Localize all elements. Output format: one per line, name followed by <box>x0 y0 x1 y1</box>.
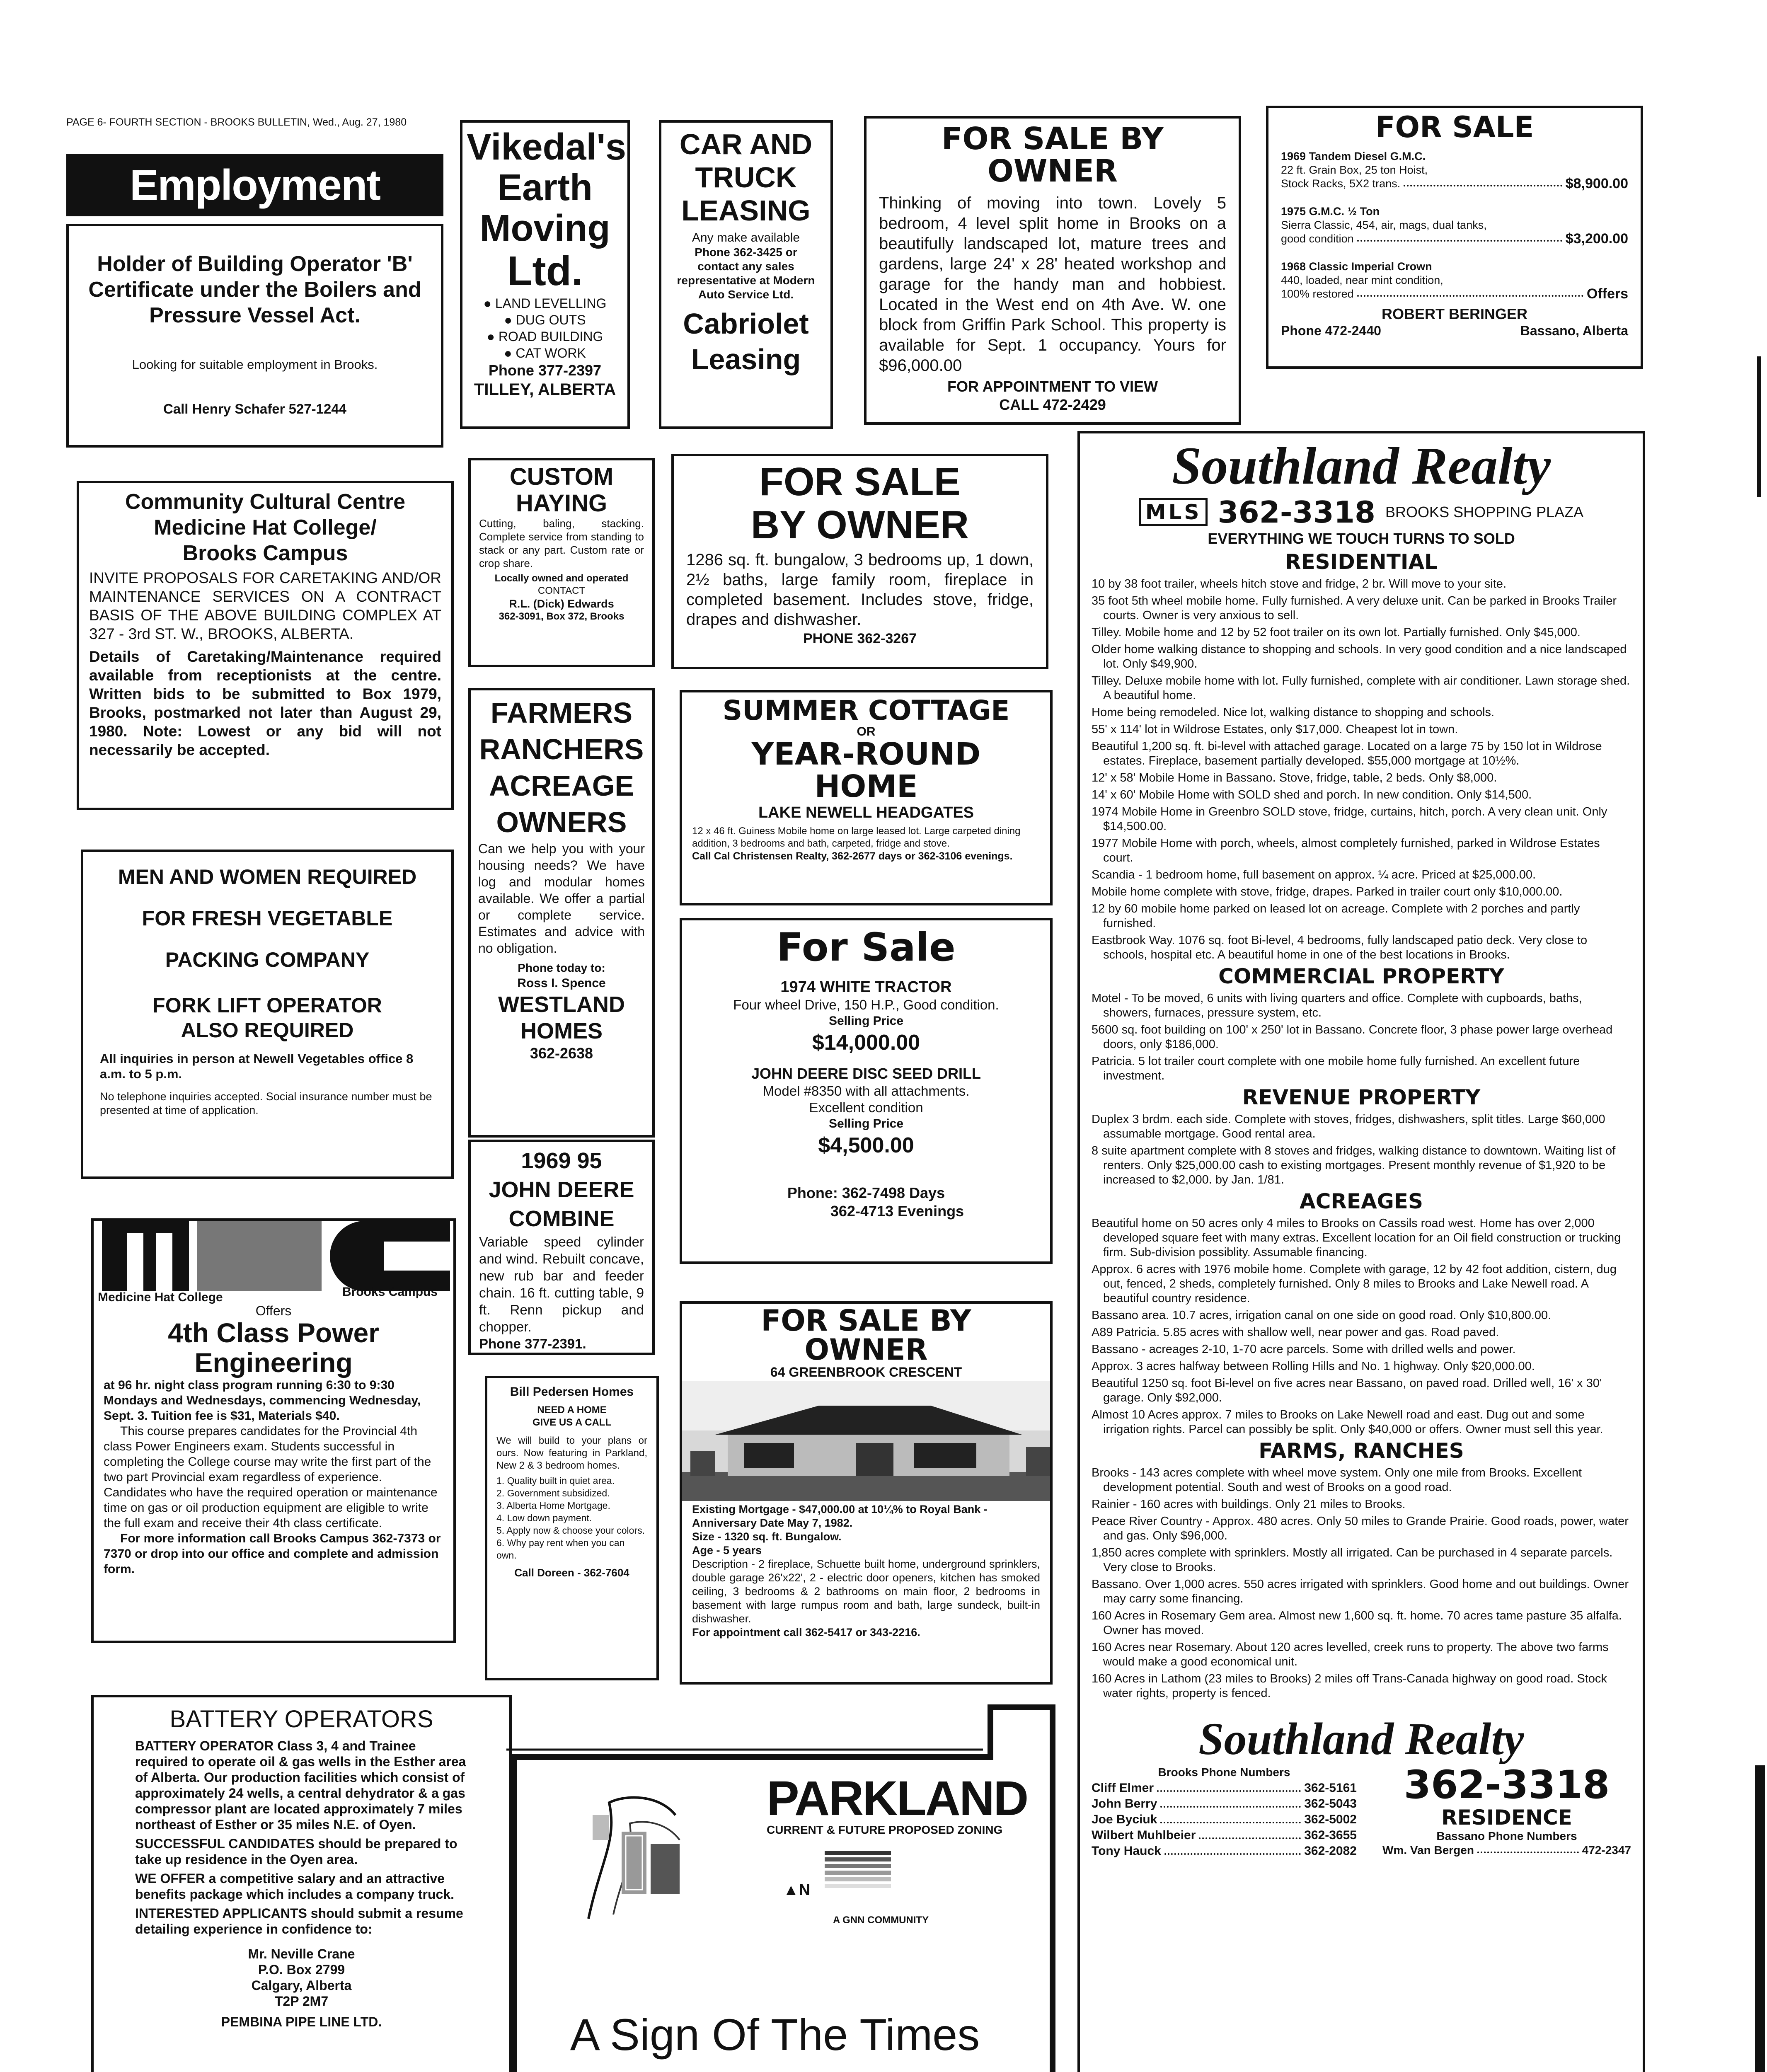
listing-section-heading: FARMS, RANCHES <box>1259 1439 1464 1463</box>
tractor-item-2: JOHN DEERE DISC SEED DRILL <box>751 1065 981 1082</box>
vikedal-title-4: Ltd. <box>507 248 583 294</box>
battery-title: BATTERY OPERATORS <box>169 1706 433 1733</box>
packing-line-4: FORK LIFT OPERATOR <box>152 994 382 1017</box>
brooks-phone-label: Brooks Phone Numbers <box>1158 1766 1290 1779</box>
bungalow-title-1: FOR SALE <box>759 460 961 504</box>
bungalow-sale-ad <box>671 454 1048 669</box>
listing-item: 35 foot 5th wheel mobile home. Fully furnished. A very deluxe unit. Can be parked in Brooks Trailer courts. Owner is very anxious to sell. <box>1092 594 1617 622</box>
vehicle-price: $8,900.00 <box>1565 176 1628 191</box>
employment-ad <box>66 224 443 448</box>
agent-row <box>1092 1780 1357 1796</box>
battery-addr-3: Calgary, Alberta <box>251 1978 352 1993</box>
packing-line-3: PACKING COMPANY <box>165 948 370 971</box>
packing-line-2: FOR FRESH VEGETABLE <box>142 907 393 930</box>
listing-item: Approx. 3 acres halfway between Rolling Hills and No. 1 highway. Only $20,000.00. <box>1092 1360 1535 1373</box>
listing-item: Beautiful 1,200 sq. ft. bi-level with attached garage. Located on a large 75 by 150 lot in Wildrose estates. Fireplace, basement partially developed. $55,000 mortgage at 10½%. <box>1092 740 1602 767</box>
parkland-subtitle: CURRENT & FUTURE PROPOSED ZONING <box>767 1823 1003 1836</box>
listing-item: Peace River Country - Approx. 480 acres. Only 50 miles to Grande Prairie. Good roads, power, water and gas. Only $96,000. <box>1092 1515 1629 1542</box>
vehicle-desc: Stock Racks, 5X2 trans. <box>1281 177 1401 190</box>
westland-homes-ad <box>468 688 655 1138</box>
agent-row <box>1092 1796 1357 1812</box>
list-item: 6. Why pay rent when you can own. <box>496 1537 625 1561</box>
cottage-title-3: HOME <box>814 769 918 804</box>
parkland-headline: A Sign Of The Times <box>570 2009 980 2060</box>
employment-banner: Employment <box>66 154 443 216</box>
listing-item: Bassano area. 10.7 acres, irrigation canal on one side on good road. Only $10,800.00. <box>1092 1309 1552 1322</box>
listing-item: Bassano. Over 1,000 acres. 550 acres irrigated with sprinklers. Good home and out buildings. Owner may carry some financing. <box>1092 1578 1629 1605</box>
listing-item: Beautiful home on 50 acres only 4 miles to Brooks on Cassils road west. Home has over 2,000 developed square feet with many extras. Excellent location for an Oil field construction or trucking firm. Sub-division possiblity. Assumable financing. <box>1092 1217 1621 1259</box>
farmers-title-2: RANCHERS <box>479 733 644 765</box>
listing-item: 12' x 58' Mobile Home in Bassano. Stove, fridge, table, 2 beds. Only $8,000. <box>1092 771 1497 784</box>
pedersen-body: We will build to your plans or ours. Now featuring in Parkland, New 2 & 3 bedroom homes. <box>496 1435 647 1471</box>
farmers-body: Can we help you with your housing needs? We have log and modular homes available. We offer a partial or complete service. Estimates and advice with no obligation. <box>478 841 645 956</box>
listing-item: Tilley. Mobile home and 12 by 52 foot trailer on its own lot. Partially furnished. Only $45,000. <box>1092 626 1581 639</box>
vehicle-phone: Phone 472-2440 <box>1281 323 1381 338</box>
farmers-title-4: OWNERS <box>496 806 627 838</box>
tractor-desc-2a: Model #8350 with all attachments. <box>762 1083 970 1099</box>
leasing-title-2: TRUCK <box>695 161 797 194</box>
haying-phone: 362-3091, Box 372, Brooks <box>499 611 625 622</box>
southland-residence: RESIDENCE <box>1441 1806 1572 1830</box>
westland-phone: 362-2638 <box>530 1045 593 1062</box>
vikedal-phone: Phone 377-2397 <box>488 362 602 379</box>
listing-item: Duplex 3 brdm. each side. Complete with stoves, fridges, dishwashers, split titles. Large $60,000 assumable mortgage. Good rental area. <box>1092 1113 1605 1140</box>
listing-item: 160 Acres in Lathom (23 miles to Brooks) 2 miles off Trans-Canada highway on good road. Stock water rights, property is fenced. <box>1092 1672 1607 1700</box>
vehicle-seller: ROBERT BERINGER <box>1381 305 1528 322</box>
listing-item: Older home walking distance to shopping and schools. In very good condition and a nice landscaped lot. Only $49,900. <box>1092 643 1627 670</box>
for-sale-vehicles-ad <box>1266 106 1643 369</box>
list-item: 3. Alberta Home Mortgage. <box>496 1500 610 1511</box>
leasing-brand-2: Leasing <box>691 343 801 375</box>
page-edge-mark <box>1755 1765 1765 2072</box>
employment-body: Looking for suitable employment in Brooks. <box>132 357 378 372</box>
listing-item: A89 Patricia. 5.85 acres with shallow well, near power and gas. Road paved. <box>1092 1326 1499 1339</box>
parkland-title: PARKLAND <box>767 1771 1028 1826</box>
tractor-price-1: $14,000.00 <box>812 1031 920 1055</box>
community-body: INVITE PROPOSALS FOR CARETAKING AND/OR MAINTENANCE SERVICES ON A CONTRACT BASIS OF THE ABOVE BUILDING COMPLEX AT 327 - 3rd ST. W., BROOKS, ALBERTA. <box>89 569 441 642</box>
pedersen-call: Call Doreen - 362-7604 <box>514 1566 629 1579</box>
leasing-ad <box>659 120 833 429</box>
vehicle-desc: 440, loaded, near mint condition, <box>1281 274 1443 286</box>
battery-operators-ad <box>91 1695 512 2072</box>
owner-sale-call: CALL 472-2429 <box>999 396 1106 413</box>
employment-headline: Holder of Building Operator 'B' Certificate under the Boilers and Pressure Vessel Act. <box>88 252 421 327</box>
listing-item: 1,850 acres complete with sprinklers. Mostly all irrigated. Can be purchased in 4 separate parcels. Very close to Brooks. <box>1092 1546 1613 1574</box>
leasing-phone: Phone 362-3425 or contact any sales representative at Modern Auto Service Ltd. <box>677 246 815 301</box>
vehicle-name: 1969 Tandem Diesel G.M.C. <box>1281 150 1426 162</box>
battery-p1: BATTERY OPERATOR Class 3, 4 and Trainee required to operate oil & gas wells in the Esther area of Alberta. Our production facilities which consist of approximately 24 wells, a central dehydrator & a gas compressor plant are located approximately 7 miles northeast of Esther or 35 miles N.E. of Oyen. <box>135 1738 466 1832</box>
bungalow-phone: PHONE 362-3267 <box>803 631 917 646</box>
listing-section-heading: REVENUE PROPERTY <box>1242 1085 1481 1109</box>
leasing-title-1: CAR AND <box>679 128 813 160</box>
mhc-logo-grey <box>197 1221 322 1291</box>
cottage-title-2: YEAR-ROUND <box>751 736 981 772</box>
listing-item: 55' x 114' lot in Wildrose Estates, only $17,000. Cheapest lot in town. <box>1092 723 1458 736</box>
community-title-2: Medicine Hat College/ <box>154 516 377 540</box>
owner-sale-title-1: FOR SALE BY <box>941 121 1164 157</box>
parkland-map <box>576 1778 700 1927</box>
pedersen-sub-1: NEED A HOME <box>537 1404 607 1416</box>
owner-sale-ad <box>864 116 1241 425</box>
packing-line-5: ALSO REQUIRED <box>181 1019 354 1042</box>
community-details: Details of Caretaking/Maintenance required available from receptionists at the centre. Written bids to be submitted to Box 1979, Brooks, postmarked not later than August 29, 1980. Note: Lowest or any bid will not necessarily be accepted. <box>89 648 441 758</box>
battery-p2: SUCCESSFUL CANDIDATES should be prepared to take up residence in the Oyen area. <box>135 1836 457 1867</box>
vehicle-desc: 100% restored <box>1281 288 1354 300</box>
listing-item: Beautiful 1250 sq. foot Bi-level on five acres near Bassano, on paved road. Drilled well, 16' x 30' garage. Only $92,000. <box>1092 1377 1602 1404</box>
for-sale-vehicles-title: FOR SALE <box>1375 110 1534 144</box>
southland-big-phone: 362-3318 <box>1404 1762 1610 1808</box>
leasing-brand-1: Cabriolet <box>683 307 809 340</box>
haying-title-1: CUSTOM <box>509 463 614 490</box>
tractor-price-2: $4,500.00 <box>818 1133 914 1157</box>
listing-item: Approx. 6 acres with 1976 mobile home. Complete with garage, 12 by 42 foot addition, cistern, dug out, fenced, 2 sheds, completely furnished. Only 8 miles to Brooks and Lake Newell road. A beautiful country residence. <box>1092 1263 1617 1305</box>
listing-section-heading: ACREAGES <box>1300 1189 1423 1213</box>
pedersen-list <box>496 1474 647 1561</box>
owner-sale-body: Thinking of moving into town. Lovely 5 bedroom, 4 level split home in Brooks on a beautifully landscaped lot, mature trees and gardens, large 24' x 28' heated workshop and garage for the handy man and hobbiest. Located in the West end on 4th Ave. W. one block from Griffin Park School. This property is available for Sept. 1 occupancy. Yours for $96,000.00 <box>879 194 1226 375</box>
mhc-power-engineering-ad <box>91 1218 456 1643</box>
vehicle-desc: 22 ft. Grain Box, 25 ton Hoist, <box>1281 164 1428 176</box>
agent-phone: 362-3655 <box>1304 1828 1357 1842</box>
listing-item: 8 suite apartment complete with 8 stoves and fridges, walking distance to downtown. Waiting list of renters. Only $25,000.00 cash to existing mortgages. Present monthly revenue of $1,920 to be increased to $2,000. by Jan. 1/81. <box>1092 1144 1616 1186</box>
greenbrook-sale-ad <box>680 1301 1053 1685</box>
tractor-selling-price-2: Selling Price <box>828 1117 904 1130</box>
westland-name-2: HOMES <box>520 1019 603 1043</box>
agent-phone: 362-2082 <box>1304 1844 1357 1858</box>
mhc-title-2: Engineering <box>194 1347 353 1378</box>
vehicle-place: Bassano, Alberta <box>1520 323 1628 338</box>
listing-item: 160 Acres in Rosemary Gem area. Almost new 1,600 sq. ft. home. 70 acres tame pasture 35 alfalfa. Owner has moved. <box>1092 1609 1622 1637</box>
combine-title-2: JOHN DEERE <box>489 1177 634 1202</box>
parkland-gnn-ad <box>501 1695 1065 2072</box>
mhc-body: This course prepares candidates for the Provincial 4th class Power Engineers exam. Students successful in completing the College course may write the first part of the two part Provincial exam regardless of experience. Candidates who have the required operation or maintenance time on gas or oil production equipment are eligible to write the full exam and receive their 4th class certificate. <box>104 1424 438 1530</box>
vikedal-item: ● CAT WORK <box>504 346 586 361</box>
mhc-campus-name: Brooks Campus <box>342 1285 438 1299</box>
vehicle-desc: good condition <box>1281 232 1354 245</box>
southland-slogan: EVERYTHING WE TOUCH TURNS TO SOLD <box>1208 530 1515 547</box>
farmers-title-3: ACREAGE <box>489 770 634 802</box>
leasing-body: Any make available <box>692 231 800 244</box>
packing-line-1: MEN AND WOMEN REQUIRED <box>118 865 417 888</box>
listing-item: 1974 Mobile Home in Greenbro SOLD stove, fridge, curtains, hitch, porch. A very clean unit. Only $14,500.00. <box>1092 805 1607 833</box>
farmers-phone-label: Phone today to: <box>518 961 605 974</box>
haying-owned: Locally owned and operated <box>494 573 629 584</box>
tractor-selling-price-1: Selling Price <box>828 1014 904 1028</box>
haying-contact: CONTACT <box>537 585 586 596</box>
custom-haying-ad <box>468 458 655 667</box>
farmers-title-1: FARMERS <box>490 697 633 729</box>
greenbrook-description: Description - 2 fireplace, Schuette built home, underground sprinklers, double garage 26'x22', 2 - electric door openers, kitchen has smoked ceiling, 3 bedrooms & 2 bathrooms on main floor, 2 bedrooms in basement with large rumpus room and bath, large sundeck, built-in dishwasher. <box>692 1558 1040 1625</box>
bassano-phone-label: Bassano Phone Numbers <box>1436 1830 1577 1842</box>
pedersen-homes-ad <box>485 1376 659 1680</box>
vehicle-price: Offers <box>1586 286 1628 302</box>
mhc-logo <box>94 1221 453 1304</box>
listing-item: 1977 Mobile Home with porch, wheels, almost completely furnished, parked in Wildrose Estates court. <box>1092 837 1600 864</box>
list-item: 1. Quality built in quiet area. <box>496 1475 615 1486</box>
southland-listings <box>1092 549 1631 1701</box>
pedersen-title: Bill Pedersen Homes <box>510 1385 634 1399</box>
battery-company: PEMBINA PIPE LINE LTD. <box>221 2014 382 2029</box>
community-title-1: Community Cultural Centre <box>125 490 406 514</box>
battery-addr-4: T2P 2M7 <box>274 1994 329 2009</box>
combine-title-1: 1969 95 <box>521 1148 602 1173</box>
agent-name: Wilbert Muhlbeier <box>1092 1828 1196 1842</box>
vikedal-title-1: Vikedal's <box>467 126 627 168</box>
listing-item: Almost 10 Acres approx. 7 miles to Brooks on Lake Newell road and east. Dug out and some irrigation rights. Parcel can possibly be split. Only $40,000 or offers. Owner must sell this year. <box>1092 1408 1603 1436</box>
tractor-title: For Sale <box>777 925 956 970</box>
vehicle-name: 1968 Classic Imperial Crown <box>1281 260 1432 273</box>
owner-sale-appointment: FOR APPOINTMENT TO VIEW <box>947 378 1158 395</box>
mhc-college-name: Medicine Hat College <box>98 1290 223 1304</box>
combine-phone: Phone 377-2391. <box>479 1336 586 1351</box>
listing-item: Patricia. 5 lot trailer court complete with one mobile home fully furnished. An excellent future investment. <box>1092 1055 1580 1082</box>
listing-item: 14' x 60' Mobile Home with SOLD shed and porch. In new condition. Only $14,500. <box>1092 788 1532 801</box>
summer-cottage-ad <box>680 690 1053 905</box>
greenbrook-title-2: OWNER <box>804 1333 928 1367</box>
listing-item: Mobile home complete with stove, fridge, drapes. Parked in trailer court only $10,000.00. <box>1092 885 1563 898</box>
cottage-title-1: SUMMER COTTAGE <box>722 695 1010 726</box>
tractor-phone-1: Phone: 362-7498 Days <box>787 1184 945 1201</box>
combine-body: Variable speed cylinder and wind. Rebuilt concave, new rub bar and feeder chain. 16 ft. cutting table, 9 ft. Renn pickup and chopper. <box>479 1234 644 1334</box>
greenbrook-title-1: FOR SALE BY <box>761 1304 971 1338</box>
battery-p3: WE OFFER a competitive salary and an attractive benefits package which includes a company truck. <box>135 1871 455 1902</box>
listing-section-heading: COMMERCIAL PROPERTY <box>1218 964 1504 988</box>
vikedal-ad <box>460 120 630 429</box>
greenbrook-size: Size - 1320 sq. ft. Bungalow. <box>692 1530 842 1543</box>
list-item: 4. Low down payment. <box>496 1513 592 1523</box>
tractor-phone-2: 362-4713 Evenings <box>830 1203 964 1220</box>
mhc-offers: Offers <box>255 1303 292 1318</box>
vikedal-title-2: Earth <box>497 167 593 208</box>
cottage-location: LAKE NEWELL HEADGATES <box>758 804 974 821</box>
vikedal-place: TILLEY, ALBERTA <box>474 380 616 399</box>
vikedal-title-3: Moving <box>479 208 610 249</box>
combine-ad <box>468 1140 655 1355</box>
southland-title: Southland Realty <box>1172 436 1551 495</box>
mhc-more-info: For more information call Brooks Campus 362-7373 or 7370 or drop into our office and complete and admission form. <box>104 1532 441 1576</box>
battery-addr-2: P.O. Box 2799 <box>258 1962 345 1977</box>
parkland-legend <box>825 1848 891 1890</box>
page-edge-mark <box>1757 356 1761 497</box>
vehicle-item <box>1281 260 1628 301</box>
tractor-sale-ad <box>680 918 1053 1264</box>
vikedal-item: ● LAND LEVELLING <box>483 296 607 311</box>
vikedal-item: ● ROAD BUILDING <box>487 329 603 344</box>
mhc-title-1: 4th Class Power <box>168 1317 379 1348</box>
southland-footer-title: Southland Realty <box>1198 1714 1524 1764</box>
community-title-3: Brooks Campus <box>182 541 348 565</box>
agent-row <box>1092 1828 1357 1843</box>
haying-title-2: HAYING <box>516 490 608 517</box>
listing-item: 10 by 38 foot trailer, wheels hitch stove and fridge, 2 br. Will move to your site. <box>1092 577 1506 591</box>
agent-name: John Berry <box>1092 1797 1157 1811</box>
listing-item: Motel - To be moved, 6 units with living quarters and office. Complete with cupboards, baths, showers, furnaces, pressure system, etc. <box>1092 992 1582 1019</box>
tractor-desc-2b: Excellent condition <box>809 1100 923 1115</box>
vegetable-packing-ad <box>81 850 454 1179</box>
agent-row <box>1092 1812 1357 1828</box>
tractor-item-1: 1974 WHITE TRACTOR <box>780 978 952 996</box>
haying-body: Cutting, baling, stacking. Complete service from standing to stack or any part. Custom rate or crop share. <box>479 517 644 569</box>
vehicle-desc: Sierra Classic, 454, air, mags, dual tanks, <box>1281 219 1487 231</box>
listing-item: Tilley. Deluxe mobile home with lot. Fully furnished, complete with air conditioner. Lawn storage shed. A beautiful home. <box>1092 674 1630 702</box>
agent-phone: 362-5161 <box>1304 1781 1357 1795</box>
cottage-call: Call Cal Christensen Realty, 362-2677 days or 362-3106 evenings. <box>692 850 1013 862</box>
listing-item: Scandia - 1 bedroom home, full basement on approx. ¼ acre. Priced at $25,000.00. <box>1092 868 1536 881</box>
southland-phone: 362-3318 <box>1218 495 1376 530</box>
agent-row <box>1092 1843 1357 1859</box>
mhc-logo-block <box>102 1221 189 1291</box>
bungalow-body: 1286 sq. ft. bungalow, 3 bedrooms up, 1 down, 2½ baths, large family room, fireplace in completed basement. Includes stove, fridge, drapes and dishwasher. <box>686 551 1034 629</box>
vehicle-item <box>1281 205 1628 246</box>
vikedal-item: ● DUG OUTS <box>504 312 586 327</box>
listing-item: Rainier - 160 acres with buildings. Only 21 miles to Brooks. <box>1092 1498 1406 1511</box>
agent-phone: 362-5043 <box>1304 1797 1357 1811</box>
cottage-or: OR <box>857 725 876 738</box>
parkland-gnn-small: A GNN COMMUNITY <box>833 1915 929 1926</box>
pedersen-sub-2: GIVE US A CALL <box>532 1417 612 1428</box>
listing-item: Home being remodeled. Nice lot, walking distance to shopping and schools. <box>1092 706 1495 719</box>
southland-location: BROOKS SHOPPING PLAZA <box>1385 503 1584 520</box>
community-centre-ad <box>77 481 454 810</box>
bassano-agent-phone: 472-2347 <box>1582 1844 1631 1857</box>
list-item: 2. Government subsidized. <box>496 1488 610 1498</box>
vehicle-item <box>1281 150 1628 191</box>
packing-note: No telephone inquiries accepted. Social insurance number must be presented at time of application. <box>100 1090 432 1116</box>
agent-list <box>1092 1780 1357 1859</box>
westland-name-1: WESTLAND <box>498 992 625 1017</box>
battery-addr-1: Mr. Neville Crane <box>248 1946 355 1961</box>
agent-name: Tony Hauck <box>1092 1844 1161 1858</box>
tractor-desc-1: Four wheel Drive, 150 H.P., Good condition. <box>733 997 999 1012</box>
listing-item: 5600 sq. foot building on 100' x 250' lot in Bassano. Concrete floor, 3 phase power large overhead doors, only $186,000. <box>1092 1023 1613 1051</box>
haying-name: R.L. (Dick) Edwards <box>509 598 614 610</box>
page-header: PAGE 6- FOURTH SECTION - BROOKS BULLETIN, Wed., Aug. 27, 1980 <box>66 116 407 128</box>
list-item: 5. Apply now & choose your colors. <box>496 1525 645 1536</box>
north-arrow-icon: ▲N <box>783 1881 811 1899</box>
southland-realty-ad <box>1077 431 1645 2072</box>
greenbrook-appointment: For appointment call 362-5417 or 343-2216. <box>692 1626 920 1639</box>
owner-sale-title-2: OWNER <box>988 153 1118 189</box>
packing-inquiries: All inquiries in person at Newell Vegetables office 8 a.m. to 5 p.m. <box>100 1051 414 1081</box>
bungalow-title-2: BY OWNER <box>750 503 969 547</box>
mls-logo: MLS <box>1139 498 1208 526</box>
house-photo <box>682 1381 1053 1501</box>
battery-p4: INTERESTED APPLICANTS should submit a resume detailing experience in confidence to: <box>135 1906 463 1936</box>
bassano-agent-name: Wm. Van Bergen <box>1382 1844 1474 1857</box>
mhc-intro: at 96 hr. night class program running 6:30 to 9:30 Mondays and Wednesdays, commencing Wednesday, Sept. 3. Tuition fee is $31, Materials $40. <box>104 1378 421 1423</box>
combine-title-3: COMBINE <box>508 1206 615 1231</box>
listing-item: Eastbrook Way. 1076 sq. foot Bi-level, 4 bedrooms, fully landscaped patio deck. Very close to schools, hospital etc. A beautiful home in one of the best locations in Brooks. <box>1092 934 1588 961</box>
vehicle-price: $3,200.00 <box>1565 231 1628 247</box>
listing-item: 160 Acres near Rosemary. About 120 acres levelled, creek runs to property. The above two farms would make a good economical unit. <box>1092 1641 1609 1668</box>
listing-item: 12 by 60 mobile home parked on leased lot on acreage. Complete with 2 porches and partly furnished. <box>1092 902 1580 930</box>
listing-item: Bassano - acreages 2-10, 1-70 acre parcels. Some with drilled wells and power. <box>1092 1343 1516 1356</box>
agent-name: Cliff Elmer <box>1092 1781 1154 1795</box>
farmers-name: Ross I. Spence <box>517 976 606 990</box>
agent-name: Joe Byciuk <box>1092 1813 1157 1826</box>
vehicle-name: 1975 G.M.C. ½ Ton <box>1281 205 1380 218</box>
greenbrook-mortgage: Existing Mortgage - $47,000.00 at 10¼% to Royal Bank - Anniversary Date May 7, 1982. <box>692 1503 988 1529</box>
cottage-body: 12 x 46 ft. Guiness Mobile home on large leased lot. Large carpeted dining addition, 3 bedrooms and bath, carpeted, fridge and stove. <box>692 825 1021 849</box>
greenbrook-age: Age - 5 years <box>692 1544 762 1556</box>
listing-item: Brooks - 143 acres complete with wheel move system. Only one mile from Brooks. Excellent development potential. South and west of Brooks on a good road. <box>1092 1466 1582 1494</box>
listing-section-heading: RESIDENTIAL <box>1285 550 1438 574</box>
leasing-title-3: LEASING <box>681 194 811 227</box>
greenbrook-address: 64 GREENBROOK CRESCENT <box>770 1365 962 1380</box>
employment-contact: Call Henry Schafer 527-1244 <box>163 401 347 416</box>
agent-phone: 362-5002 <box>1304 1813 1357 1826</box>
